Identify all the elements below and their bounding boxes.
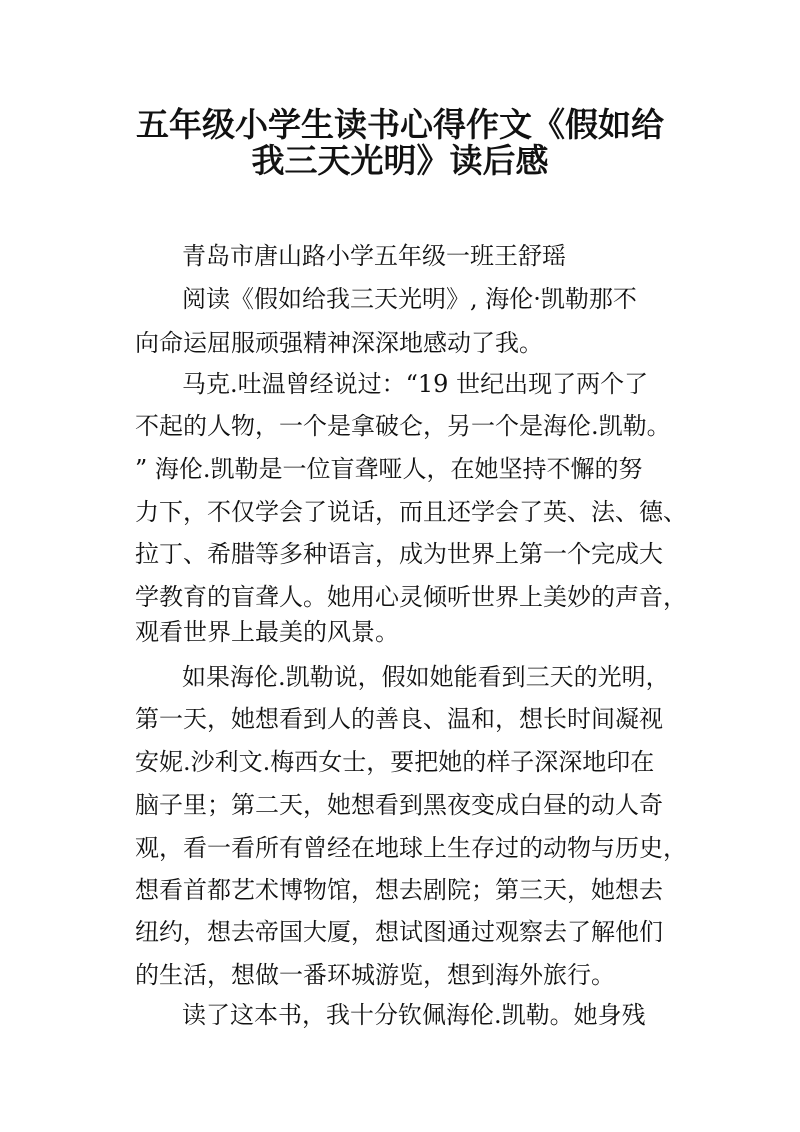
body-text-line: 拉丁、希腊等多种语言，成为世界上第一个完成大 xyxy=(135,540,663,568)
body-text-line: 观看世界上最美的风景。 xyxy=(135,618,399,646)
body-text-line: 学教育的盲聋人。她用心灵倾听世界上美妙的声音， xyxy=(135,583,687,611)
body-text-line: 读了这本书，我十分钦佩海伦.凯勒。她身残 xyxy=(182,1001,646,1029)
body-text-line: 力下，不仅学会了说话，而且还学会了英、法、德、 xyxy=(135,498,687,526)
body-text-line: 青岛市唐山路小学五年级一班王舒瑶 xyxy=(182,242,566,270)
body-text-line: 脑子里；第二天，她想看到黑夜变成白昼的动人奇 xyxy=(135,791,663,819)
body-text-line: 的生活，想做一番环城游览，想到海外旅行。 xyxy=(135,961,615,989)
body-text-line: 如果海伦.凯勒说，假如她能看到三天的光明， xyxy=(182,663,670,691)
body-text-line: 不起的人物，一个是拿破仑，另一个是海伦.凯勒。 xyxy=(135,412,671,440)
body-text-line: 阅读《假如给我三天光明》, 海伦·凯勒那不 xyxy=(182,285,637,313)
document-title-line-2: 我三天光明》读后感 xyxy=(251,141,549,180)
body-text-line: ” 海伦.凯勒是一位盲聋哑人，在她坚持不懈的努 xyxy=(135,455,643,483)
body-text-line: 观，看一看所有曾经在地球上生存过的动物与历史， xyxy=(135,834,687,862)
body-text-line: 安妮.沙利文.梅西女士，要把她的样子深深地印在 xyxy=(135,748,655,776)
body-text-line: 想看首都艺术博物馆，想去剧院；第三天，她想去 xyxy=(135,876,663,904)
document-title-line-1: 五年级小学生读书心得作文《假如给 xyxy=(136,105,664,144)
body-text-line: 第一天，她想看到人的善良、温和，想长时间凝视 xyxy=(135,705,663,733)
body-text-line: 马克.吐温曾经说过：“19 世纪出现了两个了 xyxy=(182,370,649,398)
body-text-line: 向命运屈服顽强精神深深地感动了我。 xyxy=(135,329,543,357)
body-text-line: 纽约，想去帝国大厦，想试图通过观察去了解他们 xyxy=(135,918,663,946)
